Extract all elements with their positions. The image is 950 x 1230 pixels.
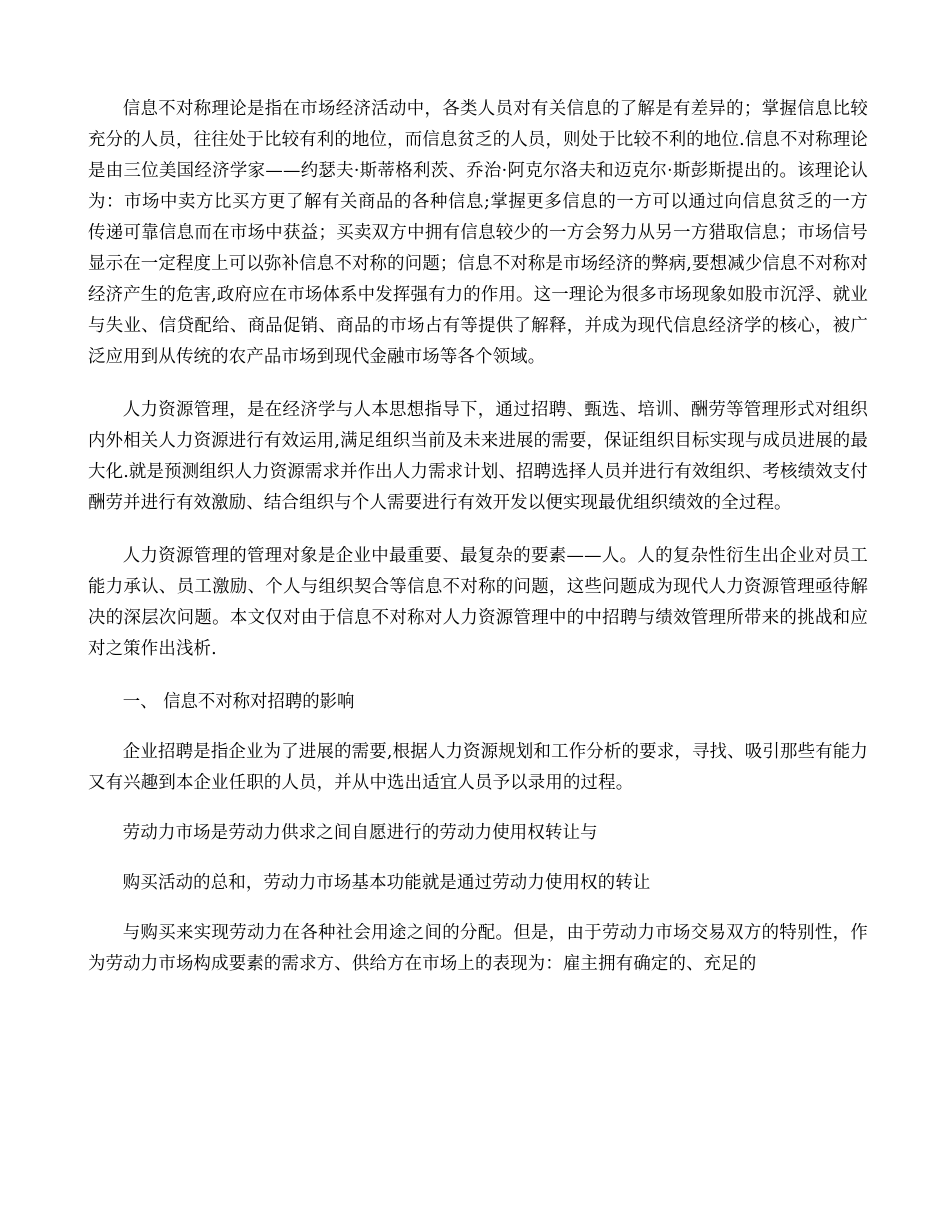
paragraph-gap (88, 665, 868, 687)
section-heading-recruitment: 一、 信息不对称对招聘的影响 (122, 692, 355, 712)
paragraph-labor-market-line-3: 与购买来实现劳动力在各种社会用途之间的分配。但是，由于劳动力市场交易双方的特别性，作为劳动力市场构成要素的需求方、供给方在市场上的表现为：雇主拥有确定的、充足的 (88, 923, 868, 974)
paragraph-gap (88, 849, 868, 868)
paragraph-recruitment-definition: 企业招聘是指企业为了进展的需要,根据人力资源规划和工作分析的要求，寻找、吸引那些有能力又有兴趣到本企业任职的人员，并从中选出适宜人员予以录用的过程。 (88, 742, 868, 793)
paragraph-hrm-definition: 人力资源管理，是在经济学与人本思想指导下，通过招聘、甄选、培训、酬劳等管理形式对组织内外相关人力资源进行有效运用,满足组织当前及未来进展的需要，保证组织目标实现与成员进展的最大化.就是预测组织人力资源需求并作出人力需求计划、招聘选择人员并进行有效组织、考核绩效支付酬劳并进行有效激励、结合组织与个人需要进行有效开发以便实现最优组织绩效的全过程。 (88, 400, 868, 513)
paragraph-gap (88, 799, 868, 818)
paragraph-gap (88, 373, 868, 395)
paragraph-gap (88, 899, 868, 918)
paragraph-labor-market-line-1: 劳动力市场是劳动力供求之间自愿进行的劳动力使用权转让与 (122, 823, 598, 843)
paragraph-labor-market-line-2: 购买活动的总和，劳动力市场基本功能就是通过劳动力使用权的转让 (122, 873, 651, 893)
document-page (88, 94, 868, 980)
paragraph-information-asymmetry-theory: 信息不对称理论是指在市场经济活动中，各类人员对有关信息的了解是有差异的；掌握信息比较充分的人员，往往处于比较有利的地位，而信息贫乏的人员，则处于比较不利的地位.信息不对称理论是由三位美国经济学家——约瑟夫·斯蒂格利茨、乔治·阿克尔洛夫和迈克尔·斯彭斯提出的。该理论认为：市场中卖方比买方更了解有关商品的各种信息;掌握更多信息的一方可以通过向信息贫乏的一方传递可靠信息而在市场中获益；买卖双方中拥有信息较少的一方会努力从另一方猎取信息；市场信号显示在一定程度上可以弥补信息不对称的问题；信息不对称是市场经济的弊病,要想减少信息不对称对经济产生的危害,政府应在市场体系中发挥强有力的作用。这一理论为很多市场现象如股市沉浮、就业与失业、信贷配给、商品促销、商品的市场占有等提供了解释，并成为现代信息经济学的核心，被广泛应用到从传统的农产品市场到现代金融市场等各个领域。 (88, 99, 868, 367)
paragraph-gap (88, 718, 868, 737)
paragraph-gap (88, 519, 868, 541)
paragraph-hrm-object: 人力资源管理的管理对象是企业中最重要、最复杂的要素——人。人的复杂性衍生出企业对员工能力承认、员工激励、个人与组织契合等信息不对称的问题，这些问题成为现代人力资源管理亟待解决的深层次问题。本文仅对由于信息不对称对人力资源管理中的中招聘与绩效管理所带来的挑战和应对之策作出浅析. (88, 546, 868, 659)
